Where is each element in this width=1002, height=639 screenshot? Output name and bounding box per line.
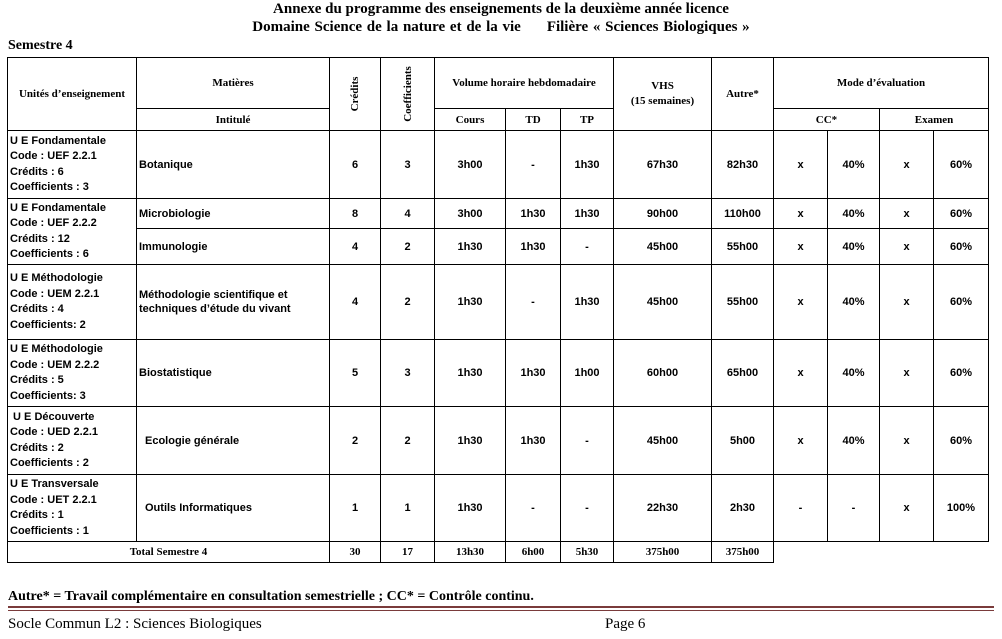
td-header: TD (506, 109, 561, 131)
autre-cell: 55h00 (712, 265, 774, 340)
cours-cell: 1h30 (435, 340, 506, 407)
exam-percent-cell: 60% (934, 265, 989, 340)
table-row (8, 229, 989, 265)
credits-header: Crédits (330, 58, 381, 131)
autre-cell: 5h00 (712, 407, 774, 475)
exam-mark-cell: x (880, 340, 934, 407)
coefficients-header: Coefficients (381, 58, 435, 131)
cc-mark-cell: x (774, 229, 828, 265)
coef-cell: 3 (381, 131, 435, 199)
table-row (8, 407, 989, 475)
cc-mark-cell: x (774, 199, 828, 229)
matiere-cell: Botanique (137, 131, 330, 199)
autre-cell: 82h30 (712, 131, 774, 199)
tp-cell: 1h30 (561, 199, 614, 229)
semester-heading: Semestre 4 (8, 38, 73, 53)
cours-cell: 3h00 (435, 199, 506, 229)
autre-cell: 2h30 (712, 475, 774, 542)
page-number: Page 6 (605, 616, 646, 632)
cc-mark-cell: x (774, 340, 828, 407)
program-table (7, 57, 989, 563)
coef-cell: 2 (381, 265, 435, 340)
total-cours: 13h30 (435, 542, 506, 563)
cc-percent-cell: 40% (828, 265, 880, 340)
ue-cell: U E Transversale Code : UET 2.2.1 Crédits : 1 Coefficients : 1 (8, 475, 137, 542)
exam-mark-cell: x (880, 265, 934, 340)
exam-percent-cell: 100% (934, 475, 989, 542)
total-row (8, 542, 989, 563)
footer-left: Socle Commun L2 : Sciences Biologiques (8, 616, 262, 632)
ue-cell: U E Fondamentale Code : UEF 2.2.1 Crédits : 6 Coefficients : 3 (8, 131, 137, 199)
exam-mark-cell: x (880, 407, 934, 475)
td-cell: - (506, 265, 561, 340)
matiere-cell: Microbiologie (137, 199, 330, 229)
table-row (8, 131, 989, 199)
credits-cell: 1 (330, 475, 381, 542)
document-subtitle (0, 18, 1002, 36)
total-credits: 30 (330, 542, 381, 563)
mode-header: Mode d’évaluation (774, 58, 989, 109)
matieres-header: Matières (137, 58, 330, 109)
coef-cell: 1 (381, 475, 435, 542)
vhs-cell: 90h00 (614, 199, 712, 229)
footer-rule-thin (8, 610, 994, 611)
footer-rule (8, 606, 994, 608)
exam-percent-cell: 60% (934, 199, 989, 229)
exam-mark-cell: x (880, 131, 934, 199)
vhs-header: VHS (15 semaines) (614, 58, 712, 131)
table-row (8, 475, 989, 542)
ue-cell: U E Découverte Code : UED 2.2.1 Crédits : 2 Coefficients : 2 (8, 407, 137, 475)
cc-percent-cell: 40% (828, 131, 880, 199)
total-tp: 5h30 (561, 542, 614, 563)
tp-cell: 1h30 (561, 265, 614, 340)
cours-cell: 1h30 (435, 229, 506, 265)
exam-percent-cell: 60% (934, 407, 989, 475)
td-cell: 1h30 (506, 407, 561, 475)
vhs-subheader: (15 semaines) (630, 95, 695, 107)
vhs-cell: 67h30 (614, 131, 712, 199)
filiere-label: Filière « Sciences Biologiques » (546, 19, 750, 35)
total-vhs: 375h00 (614, 542, 712, 563)
cours-cell: 3h00 (435, 131, 506, 199)
credits-cell: 2 (330, 407, 381, 475)
credits-cell: 8 (330, 199, 381, 229)
tp-cell: - (561, 229, 614, 265)
td-cell: - (506, 131, 561, 199)
tp-header: TP (561, 109, 614, 131)
exam-mark-cell: x (880, 475, 934, 542)
total-autre: 375h00 (712, 542, 774, 563)
cours-header: Cours (435, 109, 506, 131)
exam-mark-cell: x (880, 199, 934, 229)
tp-cell: - (561, 475, 614, 542)
matiere-cell: Ecologie générale (137, 407, 330, 475)
cc-percent-cell: - (828, 475, 880, 542)
coef-cell: 2 (381, 229, 435, 265)
matiere-cell: Immunologie (137, 229, 330, 265)
autre-cell: 65h00 (712, 340, 774, 407)
credits-cell: 5 (330, 340, 381, 407)
cc-percent-cell: 40% (828, 229, 880, 265)
cc-mark-cell: x (774, 131, 828, 199)
exam-percent-cell: 60% (934, 131, 989, 199)
ue-header: Unités d’enseignement (8, 58, 137, 131)
vhs-cell: 60h00 (614, 340, 712, 407)
total-empty (774, 542, 989, 563)
cc-percent-cell: 40% (828, 407, 880, 475)
coef-cell: 3 (381, 340, 435, 407)
cc-percent-cell: 40% (828, 340, 880, 407)
credits-cell: 4 (330, 265, 381, 340)
td-cell: 1h30 (506, 340, 561, 407)
intitule-header: Intitulé (137, 109, 330, 131)
domain-label: Domaine Science de la nature et de la vie (252, 19, 521, 35)
volume-header: Volume horaire hebdomadaire (435, 58, 614, 109)
ue-cell: U E Méthodologie Code : UEM 2.2.1 Crédits : 4 Coefficients: 2 (8, 265, 137, 340)
credits-cell: 4 (330, 229, 381, 265)
credits-cell: 6 (330, 131, 381, 199)
cc-mark-cell: - (774, 475, 828, 542)
table-row (8, 265, 989, 340)
td-cell: 1h30 (506, 199, 561, 229)
coef-cell: 2 (381, 407, 435, 475)
document-title: Annexe du programme des enseignements de la deuxième année licence (273, 1, 729, 17)
cours-cell: 1h30 (435, 475, 506, 542)
cc-mark-cell: x (774, 407, 828, 475)
exam-mark-cell: x (880, 229, 934, 265)
vhs-cell: 45h00 (614, 407, 712, 475)
matiere-cell: Biostatistique (137, 340, 330, 407)
vhs-cell: 45h00 (614, 265, 712, 340)
cours-cell: 1h30 (435, 407, 506, 475)
coef-cell: 4 (381, 199, 435, 229)
autre-cell: 55h00 (712, 229, 774, 265)
cc-header: CC* (774, 109, 880, 131)
table-row (8, 340, 989, 407)
total-coef: 17 (381, 542, 435, 563)
total-td: 6h00 (506, 542, 561, 563)
exam-percent-cell: 60% (934, 340, 989, 407)
total-label: Total Semestre 4 (8, 542, 330, 563)
td-cell: 1h30 (506, 229, 561, 265)
matiere-cell: Méthodologie scientifique et techniques d’étude du vivant (137, 265, 330, 340)
vhs-cell: 45h00 (614, 229, 712, 265)
vhs-cell: 22h30 (614, 475, 712, 542)
autre-cell: 110h00 (712, 199, 774, 229)
examen-header: Examen (880, 109, 989, 131)
cc-mark-cell: x (774, 265, 828, 340)
autre-header: Autre* (712, 58, 774, 131)
tp-cell: 1h30 (561, 131, 614, 199)
ue-cell: U E Méthodologie Code : UEM 2.2.2 Crédits : 5 Coefficients: 3 (8, 340, 137, 407)
ue-cell: U E Fondamentale Code : UEF 2.2.2 Crédits : 12 Coefficients : 6 (8, 199, 137, 265)
exam-percent-cell: 60% (934, 229, 989, 265)
tp-cell: - (561, 407, 614, 475)
cc-percent-cell: 40% (828, 199, 880, 229)
footnote: Autre* = Travail complémentaire en consultation semestrielle ; CC* = Contrôle continu. (8, 589, 534, 604)
cours-cell: 1h30 (435, 265, 506, 340)
td-cell: - (506, 475, 561, 542)
table-row (8, 199, 989, 229)
tp-cell: 1h00 (561, 340, 614, 407)
matiere-cell: Outils Informatiques (137, 475, 330, 542)
